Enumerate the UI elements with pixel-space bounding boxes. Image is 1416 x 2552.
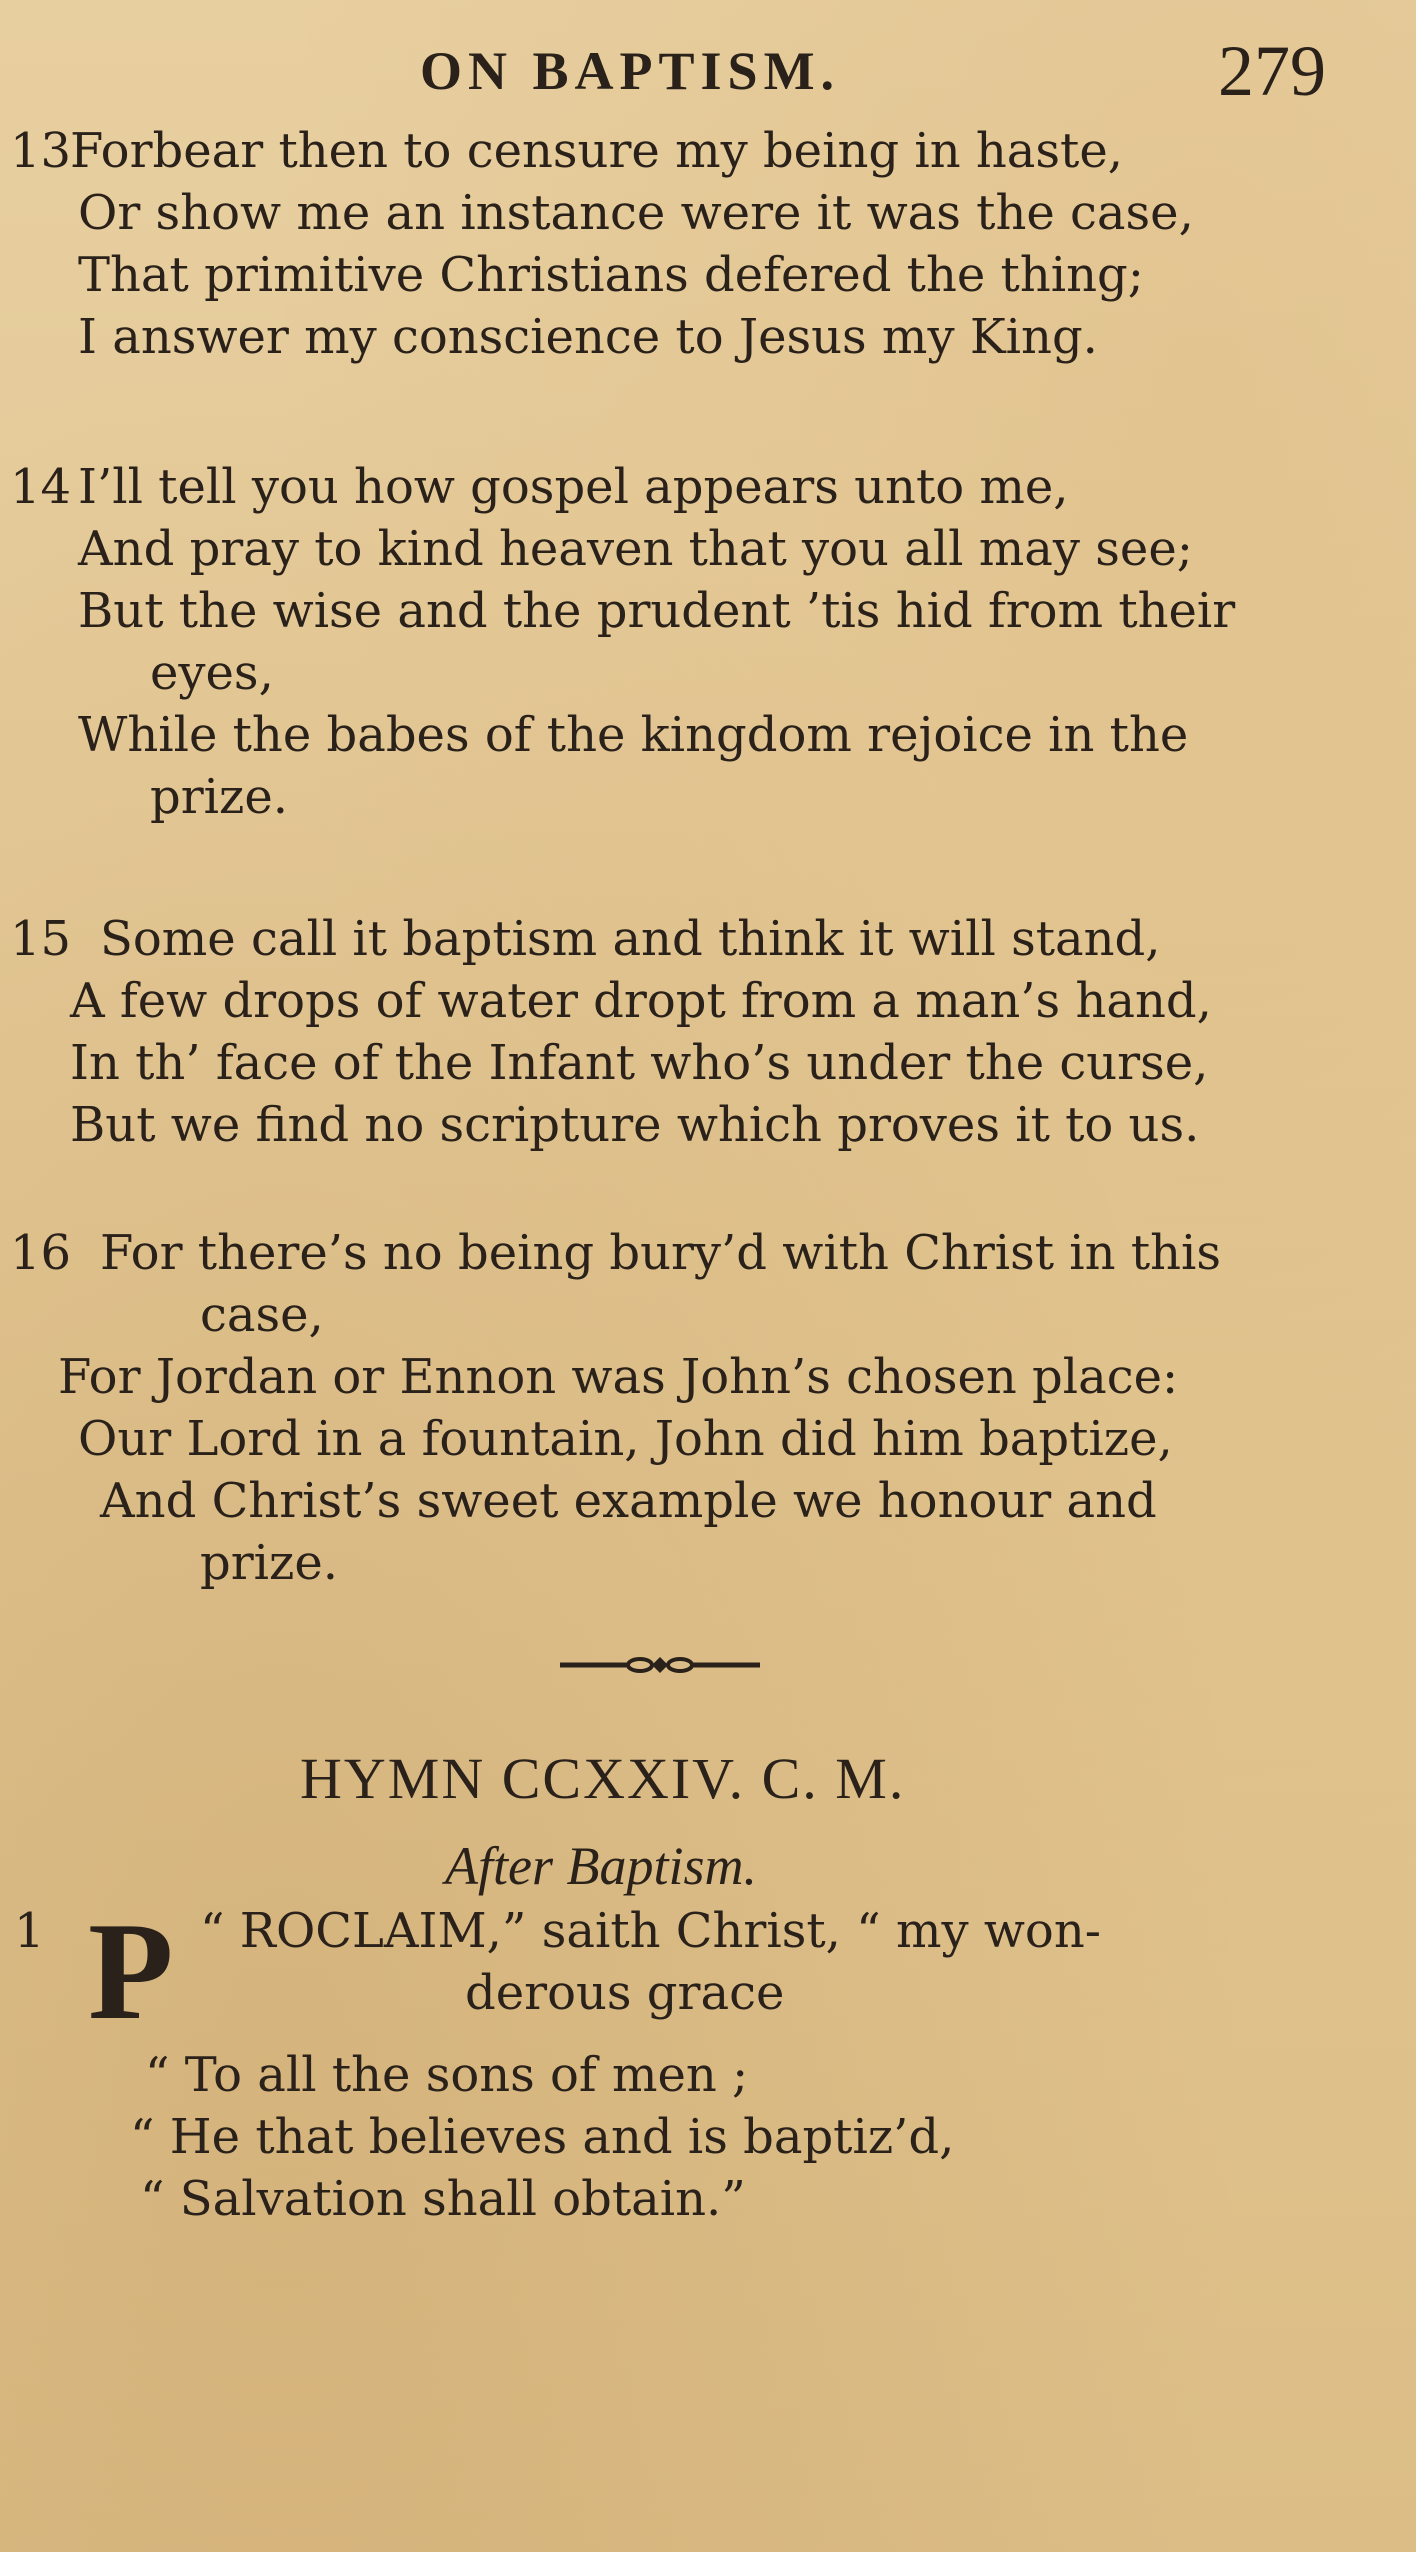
verse-line: That primitive Christians defered the thing; <box>78 247 1144 303</box>
verse-line: For there’s no being bury’d with Christ in this <box>100 1225 1222 1281</box>
hymn-line: “ He that believes and is baptiz’d, <box>130 2109 955 2165</box>
stanza-number: 14 <box>10 459 72 515</box>
verse-line: But we find no scripture which proves it to us. <box>70 1097 1200 1153</box>
stanza-number: 15 <box>10 911 72 967</box>
stanza-number: 16 <box>10 1225 72 1281</box>
running-head <box>0 30 1416 110</box>
verse-line: I’ll tell you how gospel appears unto me, <box>78 459 1069 515</box>
verse-line: prize. <box>200 1535 338 1591</box>
verse-line: Our Lord in a fountain, John did him baptize, <box>78 1411 1173 1467</box>
verse-line: case, <box>200 1287 324 1343</box>
verse-line: In th’ face of the Infant who’s under the curse, <box>70 1035 1209 1091</box>
verse-line: I answer my conscience to Jesus my King. <box>78 309 1098 365</box>
verse-line: And Christ’s sweet example we honour and <box>100 1473 1157 1529</box>
hymn-line: “ To all the sons of men ; <box>145 2047 749 2103</box>
hymn-line: “ ROCLAIM,” saith Christ, “ my won- <box>200 1903 1101 1959</box>
verse-line: Or show me an instance were it was the case, <box>78 185 1194 241</box>
verse-line: A few drops of water dropt from a man’s hand, <box>70 973 1212 1029</box>
verse-line: eyes, <box>150 645 274 701</box>
page-number: 279 <box>1218 31 1326 111</box>
hymn-line: “ Salvation shall obtain.” <box>140 2171 746 2227</box>
verse-line: But the wise and the prudent ’tis hid from their <box>78 583 1236 639</box>
verse-number: 1 <box>14 1903 45 1959</box>
hymn-line: derous grace <box>465 1965 785 2021</box>
stanza-number: 13 <box>10 123 72 179</box>
hymn-title: HYMN CCXXIV. C. M. <box>300 1746 906 1811</box>
drop-cap: P <box>88 1894 174 2049</box>
verse-line: While the babes of the kingdom rejoice in the <box>78 707 1189 763</box>
verse-line: For Jordan or Ennon was John’s chosen place: <box>58 1349 1179 1405</box>
verse-line: Forbear then to censure my being in haste, <box>70 123 1123 179</box>
ornamental-divider <box>560 1655 760 1675</box>
running-title: ON BAPTISM. <box>420 41 841 101</box>
verse-line: prize. <box>150 769 288 825</box>
hymn-subtitle: After Baptism. <box>445 1836 757 1896</box>
verse-line: Some call it baptism and think it will stand, <box>100 911 1161 967</box>
verse-line: And pray to kind heaven that you all may see; <box>78 521 1193 577</box>
